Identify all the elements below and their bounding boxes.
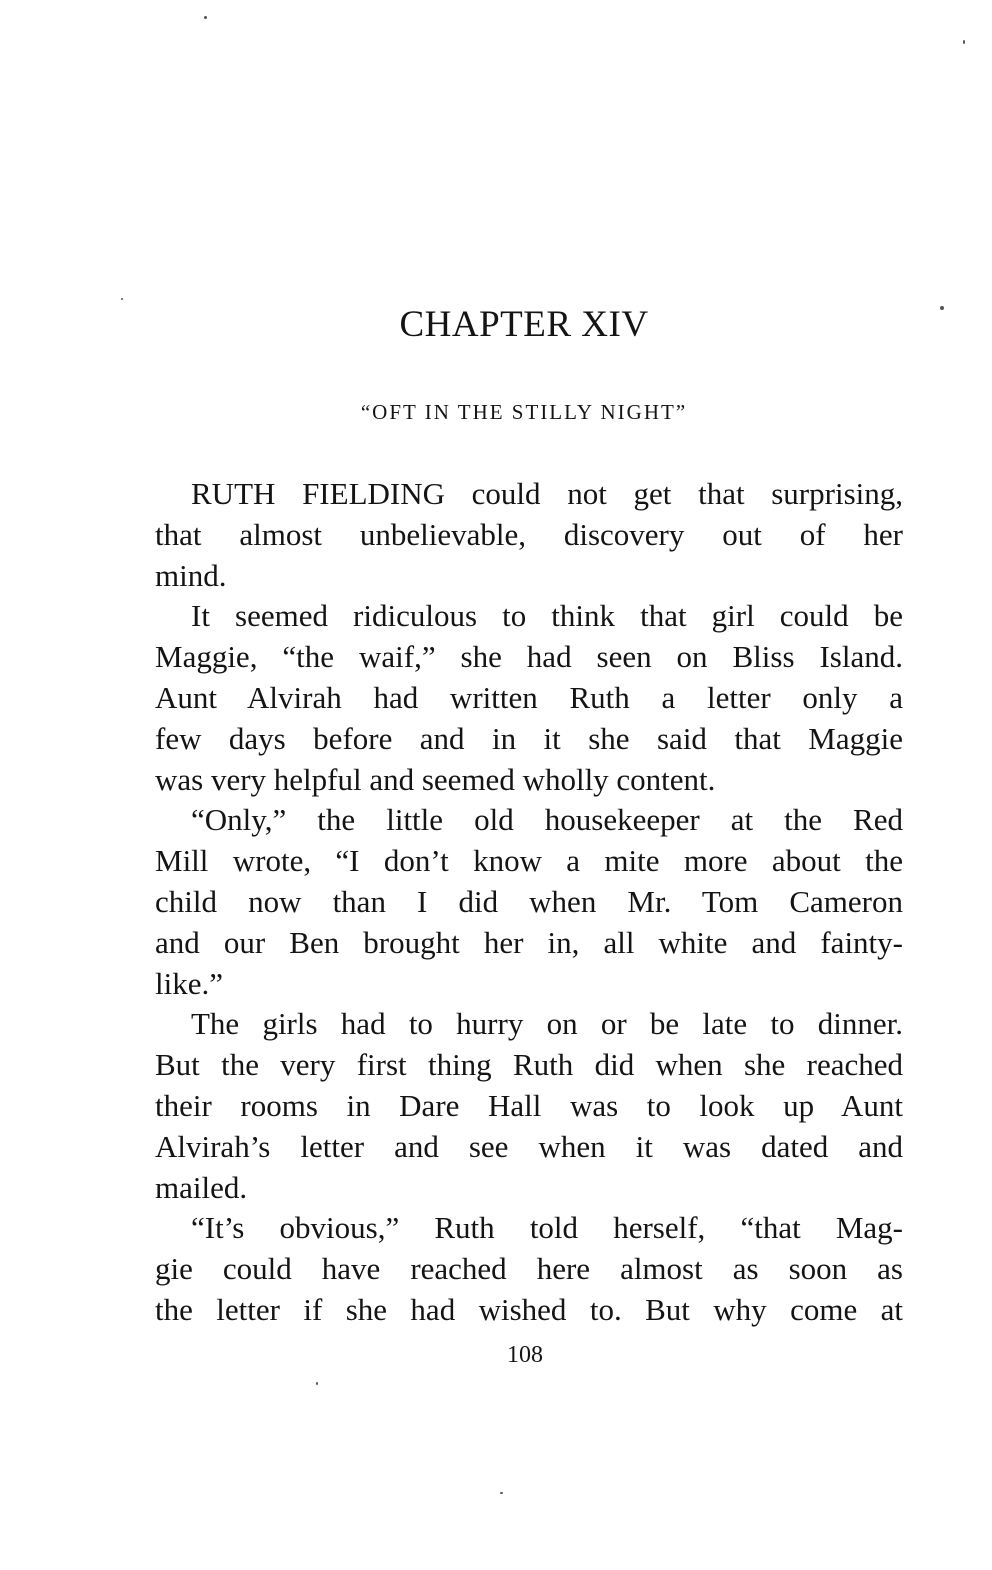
text-line: was very helpful and seemed wholly content. bbox=[155, 761, 716, 797]
text-line: child now than I did when Mr. Tom Cameron bbox=[155, 883, 903, 919]
text-line: mailed. bbox=[155, 1169, 248, 1205]
scan-speck bbox=[963, 40, 965, 44]
text-line: that almost unbelievable, discovery out of her bbox=[155, 516, 903, 552]
scan-speck bbox=[204, 16, 207, 19]
text-line: But the very first thing Ruth did when she reached bbox=[155, 1047, 903, 1083]
text-line: The girls had to hurry on or be late to dinner. bbox=[191, 1006, 903, 1042]
chapter-heading: CHAPTER XIV bbox=[399, 304, 649, 345]
text-line: few days before and in it she said that Maggie bbox=[155, 720, 903, 756]
body-text bbox=[155, 474, 903, 1331]
text-line: and our Ben brought her in, all white and fainty- bbox=[155, 924, 903, 960]
page-number: 108 bbox=[507, 1342, 543, 1368]
text-line: “It’s obvious,” Ruth told herself, “that Mag- bbox=[191, 1210, 903, 1246]
text-line: Alvirah’s letter and see when it was dated and bbox=[155, 1128, 903, 1164]
text-line: Mill wrote, “I don’t know a mite more about the bbox=[155, 843, 903, 879]
scan-speck bbox=[940, 306, 944, 310]
text-line: “Only,” the little old housekeeper at the Red bbox=[191, 802, 903, 838]
text-line: mind. bbox=[155, 557, 227, 593]
text-line: gie could have reached here almost as soon as bbox=[155, 1251, 903, 1287]
text-line: their rooms in Dare Hall was to look up Aunt bbox=[155, 1087, 903, 1123]
text-line: Aunt Alvirah had written Ruth a letter only a bbox=[155, 679, 903, 715]
text-line: Maggie, “the waif,” she had seen on Bliss Island. bbox=[155, 639, 903, 675]
scan-speck bbox=[500, 1492, 503, 1494]
chapter-title: “OFT IN THE STILLY NIGHT” bbox=[360, 400, 688, 424]
text-line: RUTH FIELDING could not get that surprising, bbox=[191, 476, 903, 511]
text-line: It seemed ridiculous to think that girl could be bbox=[191, 598, 903, 634]
text-line: like.” bbox=[155, 965, 223, 1001]
text-line: the letter if she had wished to. But why come at bbox=[155, 1291, 903, 1327]
scan-speck bbox=[121, 298, 123, 300]
scan-speck bbox=[316, 1382, 318, 1385]
